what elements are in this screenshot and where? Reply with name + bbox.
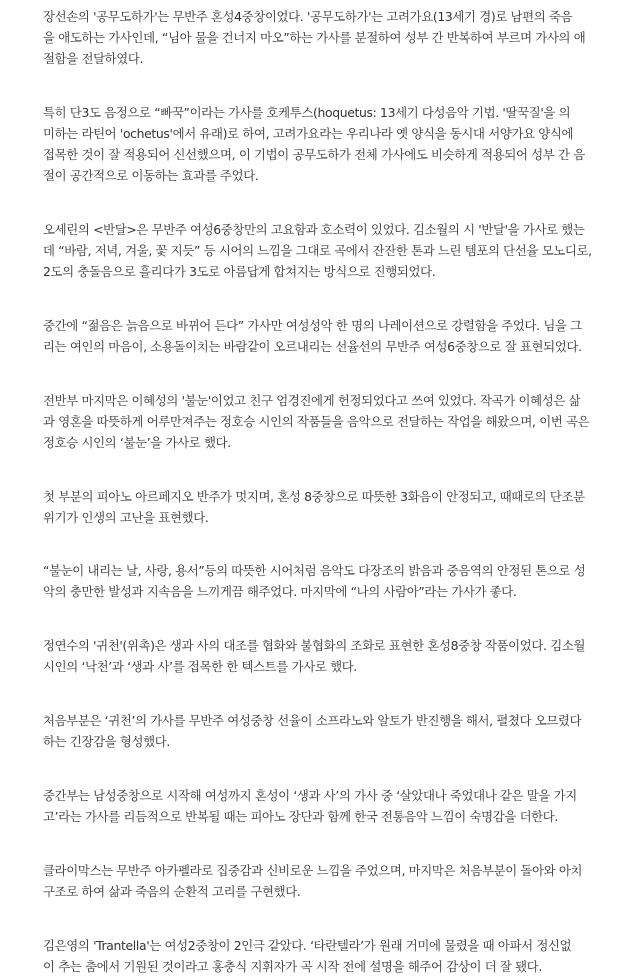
text-line: 악의 충만한 발성과 지속음을 느끼게끔 해주었다. 마지막에 “나의 사람아”라는 가사가 좋다. — [43, 584, 517, 599]
text-line: 정호승 시인의 ‘불눈’을 가사로 했다. — [43, 435, 231, 450]
text-line: 접목한 것이 잘 적용되어 신선했으며, 이 기법이 공무도하가 전체 가사에도 비슷하게 적용되어 성부 간 음 — [43, 147, 585, 162]
text-line: 특히 단3도 음정으로 “빠꾹”이라는 가사를 호케투스(hoquetus: 13세기 다성음악 기법. '딸꾹질'을 의 — [43, 105, 571, 120]
text-line: 2도의 충돌음으로 흘리다가 3도로 아름답게 합쳐지는 방식으로 진행되었다. — [43, 264, 436, 279]
text-line: 과 영혼을 따뜻하게 어루만져주는 정호승 시인의 작품들을 음악으로 전달하는 작업을 해왔으며, 이번 곡은 — [43, 414, 590, 429]
article-body — [43, 6, 617, 977]
text-line: 중간부는 남성중창으로 시작해 여성까지 혼성이 ‘생과 사’의 가사 중 ‘살았대나 죽었대나 같은 말을 가지 — [43, 788, 577, 803]
text-line: 김은영의 'Trantella'는 여성2중창이 2인극 같았다. ‘타란텔라’가 원래 거미에 물렸을 때 아파서 정신없 — [43, 938, 572, 953]
text-line: 오세린의 <반달>은 무반주 여성6중창만의 고요함과 호소력이 있었다. 김소월의 시 '반달'을 가사로 했는 — [43, 222, 585, 237]
text-line: 클라이막스는 무반주 아카펠라로 집중감과 신비로운 느낌을 주었으며, 마지막은 처음부분이 돌아와 아치 — [43, 863, 583, 878]
text-line: 중간에 “젊음은 늙음으로 바뀌어 든다” 가사만 여성성악 한 명의 나레이션으로 강렬함을 주었다. 님을 그 — [43, 318, 582, 333]
paragraph-bulnun-intro — [43, 390, 617, 453]
text-line: 절함을 전달하였다. — [43, 51, 144, 66]
text-line: 구조로 하여 삶과 죽음의 순환적 고리를 구현했다. — [43, 884, 301, 899]
text-line: 시인의 ‘낙천’과 ‘생과 사’를 접목한 한 텍스트를 가사로 했다. — [43, 659, 357, 674]
text-line: “불눈이 내리는 날, 사랑, 용서”등의 따뜻한 시어처럼 음악도 다장조의 밝음과 중음역의 안정된 톤으로 성 — [43, 563, 586, 578]
text-line: 데 “바람, 저녁, 겨울, 꽃 지듯” 등 시어의 느낌을 그대로 곡에서 잔잔한 톤과 느린 템포의 단선율 모노디로, — [43, 243, 592, 258]
text-line: 장선손의 '공무도하가'는 무반주 혼성4중창이었다. '공무도하가'는 고려가요(13세기 경)로 남편의 죽음 — [43, 9, 573, 24]
paragraph-bandal-narration — [43, 315, 617, 357]
text-line: 을 애도하는 가사인데, “님아 물을 건너지 마오”하는 가사를 분절하여 성부 간 반복하여 부르며 가사의 애 — [43, 30, 586, 45]
text-line: 처음부분은 ‘귀천’의 가사를 무반주 여성중창 선율이 소프라노와 알토가 반진행을 해서, 펼쳤다 오므렸다 — [43, 713, 582, 728]
paragraph-bandal — [43, 219, 617, 282]
paragraph-bulnun-piano — [43, 486, 617, 528]
paragraph-hoquetus — [43, 102, 617, 186]
paragraph-bulnun-lyrics — [43, 560, 617, 602]
text-line: 하는 긴장감을 형성했다. — [43, 734, 170, 749]
paragraph-gwicheon-climax — [43, 860, 617, 902]
text-line: 절이 공간적으로 이동하는 효과를 주었다. — [43, 168, 259, 183]
paragraph-gwicheon-middle — [43, 785, 617, 827]
text-line: 이 추는 춤에서 기원된 것이라고 홍충식 지휘자가 곡 시작 전에 설명을 해주어 감상이 더 잘 됐다. — [43, 959, 542, 974]
text-line: 첫 부분의 피아노 아르페지오 반주가 멋지며, 혼성 8중창으로 따뜻한 3화음이 안정되고, 때때로의 단조분 — [43, 489, 585, 504]
text-line: 위기가 인생의 고난을 표현했다. — [43, 510, 209, 525]
text-line: 전반부 마지막은 이혜성의 '불눈'이었고 친구 엄경진에게 헌정되었다고 쓰여 있었다. 작곡가 이혜성은 삶 — [43, 393, 581, 408]
paragraph-trantella — [43, 935, 617, 977]
text-line: 고’라는 가사를 리듬적으로 반복될 때는 피아노 장단과 함께 한국 전통음악 느낌이 숙명감을 더한다. — [43, 809, 559, 824]
text-line: 미하는 라틴어 'ochetus'에서 유래)로 하여, 고려가요라는 우리나라 옛 양식을 동시대 서양가요 양식에 — [43, 126, 574, 141]
paragraph-gwicheon-opening — [43, 710, 617, 752]
paragraph-gwicheon-intro — [43, 635, 617, 677]
text-line: 리는 여인의 마음이, 소용돌이치는 바람같이 오르내리는 선율선의 무반주 여성6중창으로 잘 표현되었다. — [43, 339, 582, 354]
paragraph-gongmudohaga-intro — [43, 6, 617, 69]
text-line: 정연수의 '귀천'(위촉)은 생과 사의 대조를 협화와 불협화의 조화로 표현한 혼성8중창 작품이었다. 김소월 — [43, 638, 586, 653]
